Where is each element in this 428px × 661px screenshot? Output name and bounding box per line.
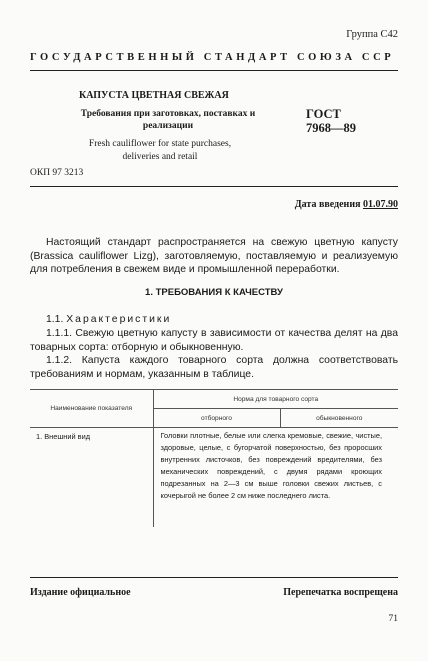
document-subtitle: Требования при заготовках, поставках и реализации bbox=[80, 109, 256, 131]
gost-label: ГОСТ bbox=[306, 107, 341, 121]
gost-number: 7968—89 bbox=[306, 121, 356, 135]
indicator-name: 1. Внешний вид bbox=[30, 428, 153, 528]
page-number: 71 bbox=[388, 614, 398, 624]
introduction-date-label: Дата введения bbox=[294, 199, 361, 210]
reprint-prohibited-note: Перепечатка воспрещена bbox=[283, 587, 398, 598]
introduction-date-value: 01.07.90 bbox=[363, 199, 398, 210]
scope-paragraph: Настоящий стандарт распространяется на свежую цветную капусту (Brassica cauliflower Lizg), заготовляемую, поставляемую и реализуемую для потребления в свежем виде и промышленной переработки. bbox=[30, 237, 398, 276]
column-header-norm: Норма для товарного сорта bbox=[153, 390, 398, 409]
group-code: Группа С42 bbox=[346, 29, 398, 40]
section-title: 1. ТРЕБОВАНИЯ К КАЧЕСТВУ bbox=[145, 287, 283, 298]
okp-code: ОКП 97 3213 bbox=[30, 168, 84, 178]
clause-1-1-2: 1.1.2. Капуста каждого товарного сорта должна соответствовать требованиям и нормам, указанным в таблице. bbox=[30, 355, 398, 380]
official-edition-note: Издание официальное bbox=[30, 587, 131, 598]
clause-1-1-1: 1.1.1. Свежую цветную капусту в зависимости от качества делят на два товарных сорта: отборную и обыкновенную. bbox=[30, 328, 398, 353]
english-title: Fresh cauliflower for state purchases, deliveries and retail bbox=[88, 139, 232, 162]
document-title: КАПУСТА ЦВЕТНАЯ СВЕЖАЯ bbox=[79, 90, 229, 101]
gost-designation bbox=[306, 107, 356, 135]
clause-1-1-number: 1.1. bbox=[46, 314, 64, 325]
header-rule bbox=[30, 70, 398, 71]
column-header-selected-sort: отборного bbox=[153, 409, 280, 428]
clause-1-1-heading: Характеристики bbox=[66, 314, 172, 325]
table-row bbox=[30, 428, 398, 528]
quality-requirements-table bbox=[30, 389, 398, 527]
clause-1-1 bbox=[30, 313, 398, 327]
column-header-ordinary-sort: обыкновенного bbox=[280, 409, 398, 428]
title-rule bbox=[30, 186, 398, 187]
footer-rule bbox=[30, 577, 398, 578]
column-header-indicator: Наименование показателя bbox=[30, 390, 153, 428]
indicator-norm-value: Головки плотные, белые или слегка кремовые, свежие, чистые, здоровые, целые, с бугорчатой поверхностью, без проросших внутренних листочков, без повреждений вредителями, без механических повреждений, с двумя рядами кроющих подрезанных на 2—3 см выше головки свежих листьев, с кочерыгой не более 2 см ниже последнего листа. bbox=[153, 428, 398, 528]
introduction-date bbox=[295, 199, 398, 210]
state-standard-heading: ГОСУДАРСТВЕННЫЙ СТАНДАРТ СОЮЗА ССР bbox=[30, 52, 395, 63]
